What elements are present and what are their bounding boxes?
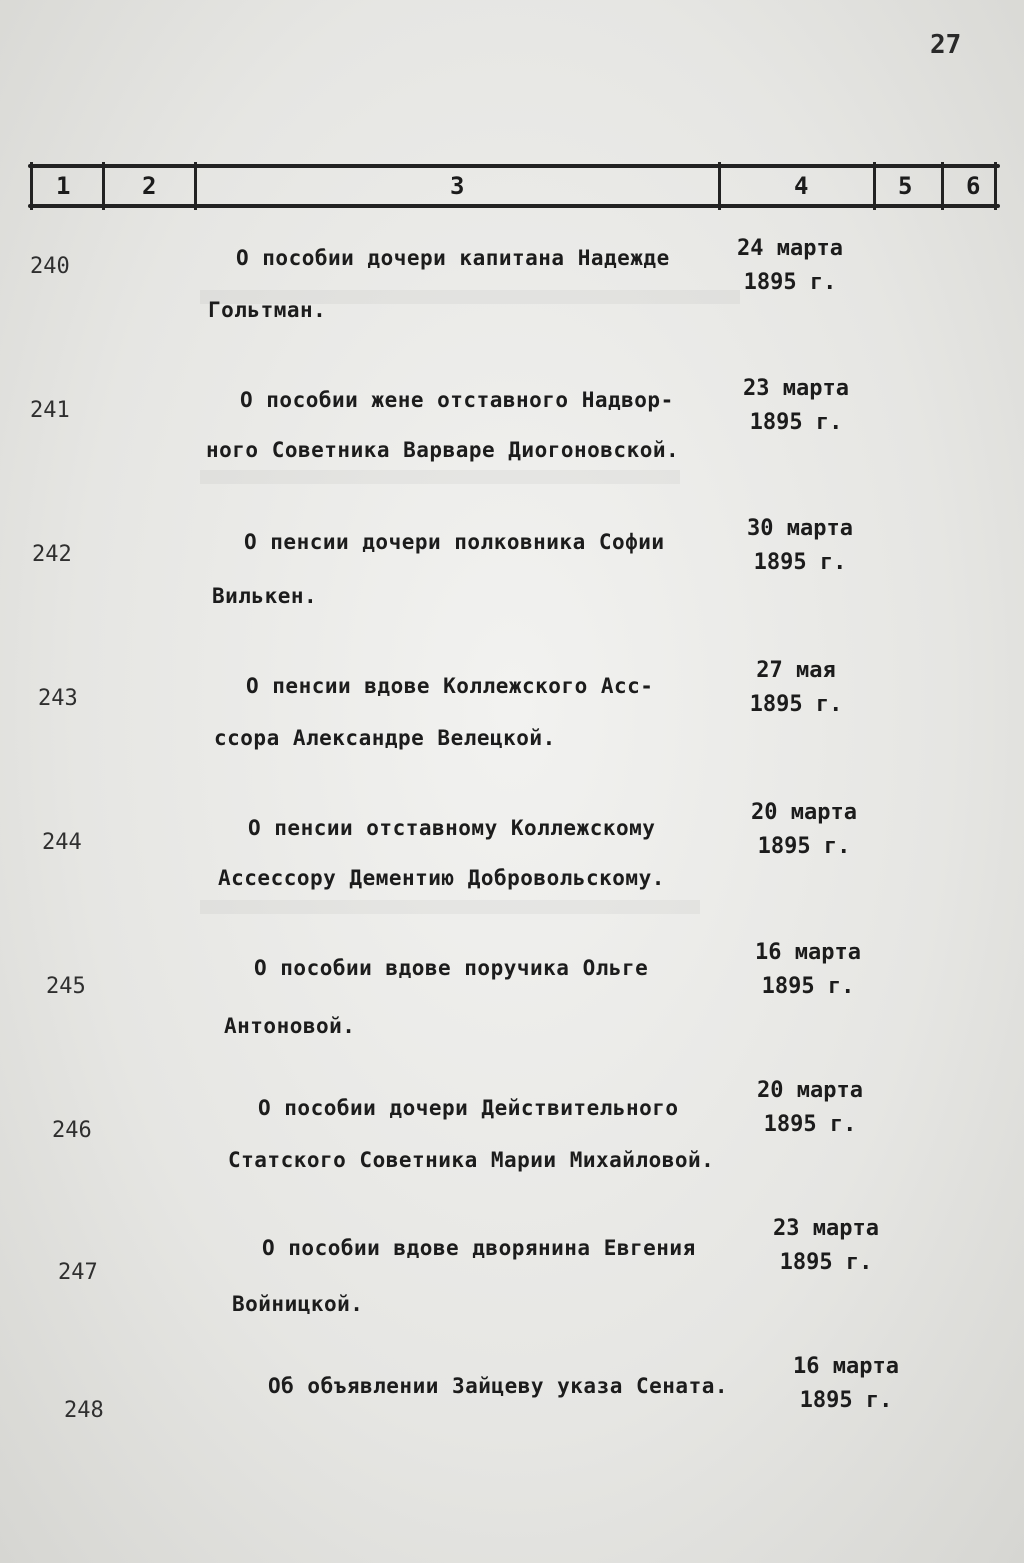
page-number: 27 bbox=[930, 30, 962, 60]
column-header-table bbox=[28, 158, 1000, 212]
column-separator bbox=[102, 162, 105, 210]
entry-title-line: О пенсии дочери полковника Софии bbox=[244, 530, 665, 554]
column-label-1: 1 bbox=[56, 172, 71, 200]
entry-date-year: 1895 г. bbox=[757, 834, 851, 859]
entry-title-line: О пенсии отставному Коллежскому bbox=[248, 816, 656, 840]
column-label-6: 6 bbox=[966, 172, 981, 200]
column-label-3: 3 bbox=[450, 172, 465, 200]
entry-title-line: О пособии дочери Действительного bbox=[258, 1096, 679, 1120]
column-label-4: 4 bbox=[794, 172, 809, 200]
entry-title-line: Статского Советника Марии Михайловой. bbox=[228, 1148, 715, 1172]
entry-title-line: Об объявлении Зайцеву указа Сената. bbox=[268, 1374, 729, 1398]
column-separator bbox=[873, 162, 876, 210]
column-separator bbox=[941, 162, 944, 210]
entry-number: 242 bbox=[32, 542, 72, 567]
entry-number: 246 bbox=[52, 1118, 92, 1143]
entry-number: 245 bbox=[46, 974, 86, 999]
entry-date-day: 20 марта bbox=[757, 1078, 863, 1103]
entry-date bbox=[740, 1074, 880, 1142]
entry-date bbox=[734, 796, 874, 864]
entry-date-year: 1895 г. bbox=[749, 410, 843, 435]
entry-date-year: 1895 г. bbox=[779, 1250, 873, 1275]
entry-date-year: 1895 г. bbox=[763, 1112, 857, 1137]
bleed-through-mark bbox=[200, 900, 700, 914]
entry-date-year: 1895 г. bbox=[799, 1388, 893, 1413]
column-separator bbox=[718, 162, 721, 210]
entry-date bbox=[720, 232, 860, 300]
entry-date-year: 1895 г. bbox=[761, 974, 855, 999]
header-rule-bottom bbox=[28, 204, 1000, 208]
column-separator bbox=[994, 162, 997, 210]
entry-date-day: 16 марта bbox=[793, 1354, 899, 1379]
entry-date-day: 20 марта bbox=[751, 800, 857, 825]
entry-date-day: 23 марта bbox=[743, 376, 849, 401]
header-rule-top bbox=[28, 164, 1000, 168]
entry-date-day: 23 марта bbox=[773, 1216, 879, 1241]
column-label-5: 5 bbox=[898, 172, 913, 200]
entry-title-line: ного Советника Варваре Диогоновской. bbox=[206, 438, 680, 462]
entry-date-year: 1895 г. bbox=[753, 550, 847, 575]
entry-date bbox=[730, 512, 870, 580]
entry-date-year: 1895 г. bbox=[749, 692, 843, 717]
entry-title-line: О пособии дочери капитана Надежде bbox=[236, 246, 670, 270]
entry-date-day: 16 марта bbox=[755, 940, 861, 965]
entry-title-line: Войницкой. bbox=[232, 1292, 364, 1316]
entry-date-day: 27 мая bbox=[756, 658, 836, 683]
entry-title-line: Гольтман. bbox=[208, 298, 327, 322]
entry-number: 241 bbox=[30, 398, 70, 423]
bleed-through-mark bbox=[200, 470, 680, 484]
entry-title-line: О пособии вдове дворянина Евгения bbox=[262, 1236, 696, 1260]
entry-number: 247 bbox=[58, 1260, 98, 1285]
entry-title-line: ссора Александре Велецкой. bbox=[214, 726, 556, 750]
entry-number: 243 bbox=[38, 686, 78, 711]
entry-title-line: Вилькен. bbox=[212, 584, 318, 608]
column-label-2: 2 bbox=[142, 172, 157, 200]
entry-date bbox=[738, 936, 878, 1004]
entry-date-year: 1895 г. bbox=[743, 270, 837, 295]
entry-number: 244 bbox=[42, 830, 82, 855]
entry-date-day: 24 марта bbox=[737, 236, 843, 261]
column-separator bbox=[194, 162, 197, 210]
entry-title-line: Ассессору Дементию Добровольскому. bbox=[218, 866, 665, 890]
entry-title-line: О пенсии вдове Коллежского Асс- bbox=[246, 674, 654, 698]
entry-title-line: О пособии вдове поручика Ольге bbox=[254, 956, 649, 980]
entry-date bbox=[756, 1212, 896, 1280]
entry-number: 248 bbox=[64, 1398, 104, 1423]
entry-date bbox=[776, 1350, 916, 1418]
column-separator bbox=[30, 162, 33, 210]
entry-title-line: О пособии жене отставного Надвор- bbox=[240, 388, 674, 412]
entry-title-line: Антоновой. bbox=[224, 1014, 356, 1038]
entry-date bbox=[726, 372, 866, 440]
entry-date-day: 30 марта bbox=[747, 516, 853, 541]
entry-number: 240 bbox=[30, 254, 70, 279]
entry-date bbox=[726, 654, 866, 722]
